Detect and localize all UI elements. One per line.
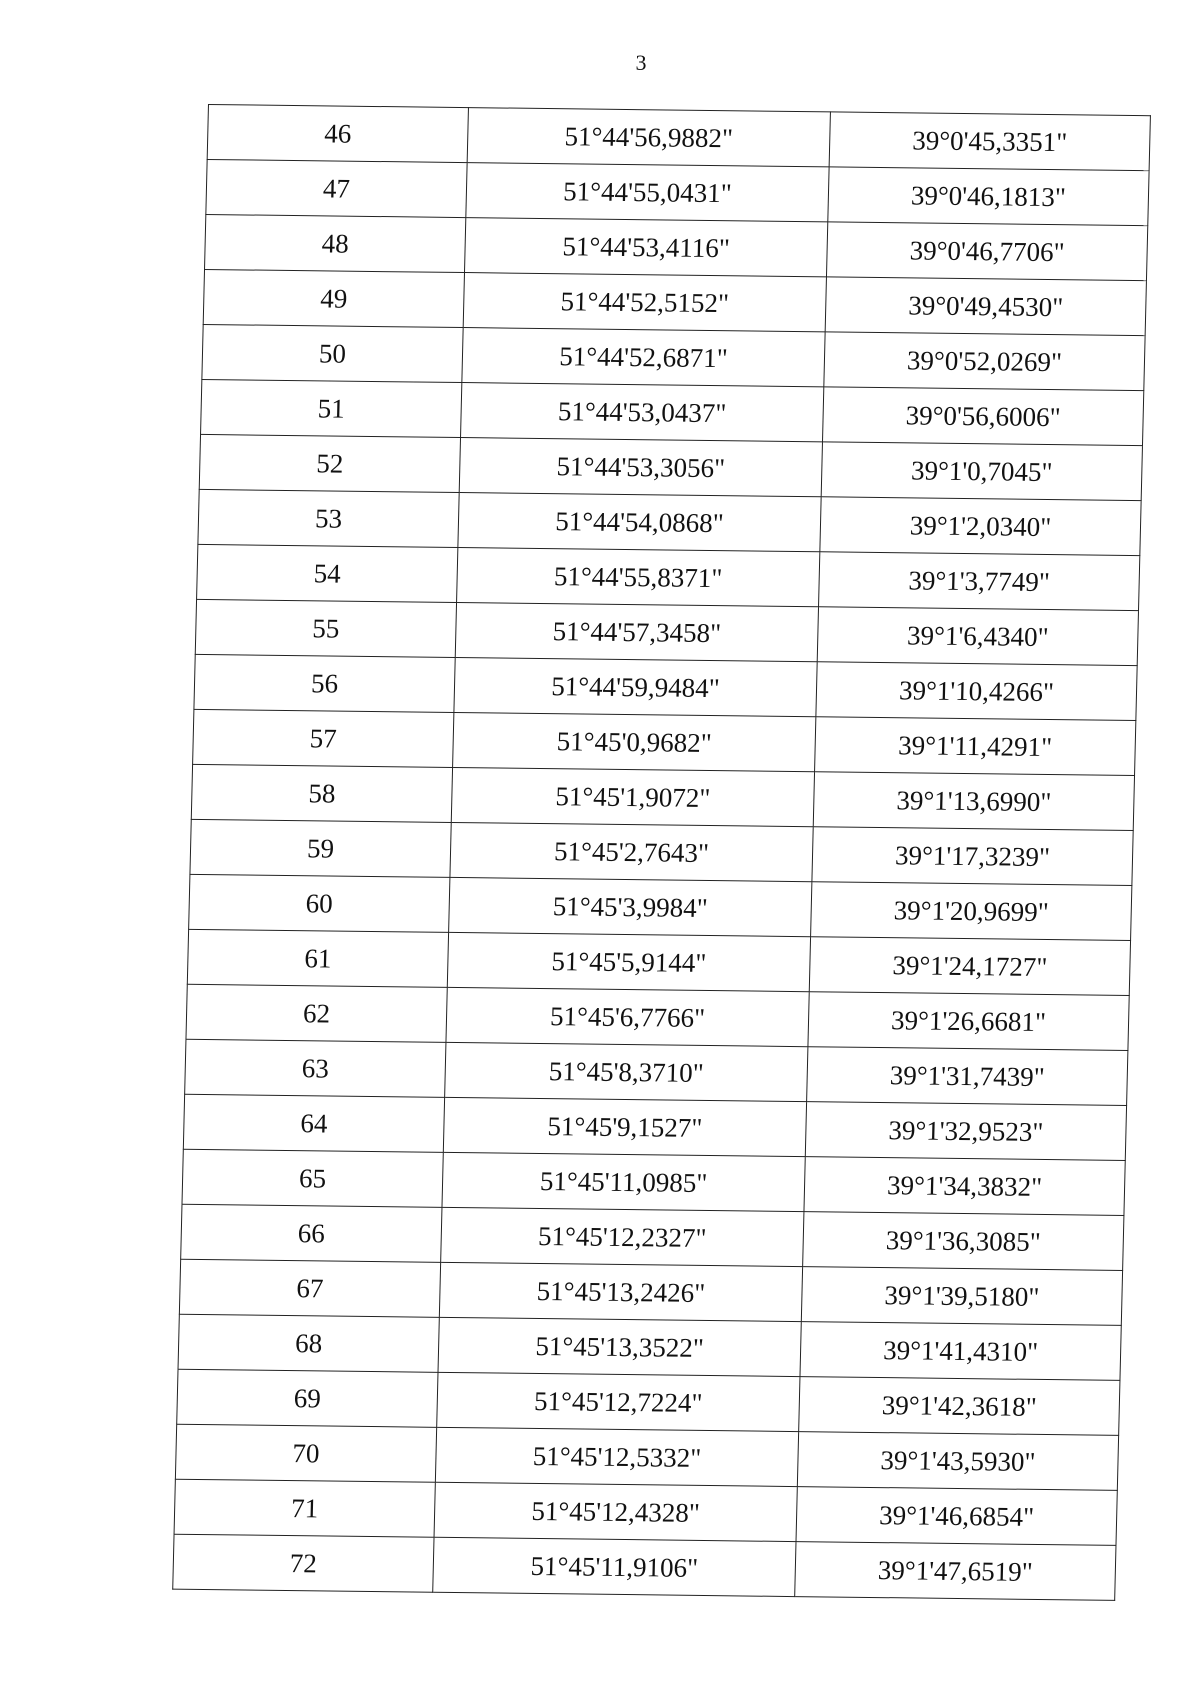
point-number-cell: 48 <box>205 214 466 272</box>
point-number-cell: 47 <box>206 159 467 217</box>
latitude-cell: 51°44'54,0868" <box>458 493 821 552</box>
point-number-cell: 58 <box>191 764 452 822</box>
point-number-cell: 68 <box>178 1314 439 1372</box>
point-number-cell: 67 <box>179 1259 440 1317</box>
latitude-cell: 51°45'3,9984" <box>449 877 812 936</box>
longitude-cell: 39°1'3,7749" <box>819 552 1140 611</box>
longitude-cell: 39°1'6,4340" <box>817 607 1138 666</box>
latitude-cell: 51°45'0,9682" <box>453 712 816 771</box>
longitude-cell: 39°1'20,9699" <box>811 882 1132 941</box>
point-number-cell: 55 <box>195 599 456 657</box>
point-number-cell: 59 <box>190 819 451 877</box>
point-number-cell: 66 <box>181 1204 442 1262</box>
latitude-cell: 51°44'52,5152" <box>463 273 826 332</box>
longitude-cell: 39°1'31,7439" <box>807 1047 1128 1106</box>
latitude-cell: 51°45'11,9106" <box>433 1537 796 1596</box>
longitude-cell: 39°0'45,3351" <box>829 112 1150 171</box>
longitude-cell: 39°1'10,4266" <box>816 662 1137 721</box>
latitude-cell: 51°45'9,1527" <box>443 1097 806 1156</box>
point-number-cell: 61 <box>187 929 448 987</box>
point-number-cell: 70 <box>175 1424 436 1482</box>
longitude-cell: 39°1'17,3239" <box>812 827 1133 886</box>
latitude-cell: 51°44'53,3056" <box>459 438 822 497</box>
point-number-cell: 46 <box>207 105 468 163</box>
latitude-cell: 51°45'12,7224" <box>437 1372 800 1431</box>
latitude-cell: 51°44'53,0437" <box>461 383 824 442</box>
point-number-cell: 54 <box>197 544 458 602</box>
latitude-cell: 51°45'2,7643" <box>450 822 813 881</box>
longitude-cell: 39°0'46,7706" <box>826 222 1147 281</box>
point-number-cell: 60 <box>189 874 450 932</box>
longitude-cell: 39°1'32,9523" <box>805 1102 1126 1161</box>
longitude-cell: 39°1'26,6681" <box>808 992 1129 1051</box>
longitude-cell: 39°1'24,1727" <box>809 937 1130 996</box>
longitude-cell: 39°1'41,4310" <box>800 1322 1121 1381</box>
latitude-cell: 51°45'13,2426" <box>439 1262 802 1321</box>
coordinates-table-wrapper <box>172 104 1150 1601</box>
longitude-cell: 39°1'11,4291" <box>815 717 1136 776</box>
point-number-cell: 51 <box>201 379 462 437</box>
latitude-cell: 51°45'13,3522" <box>438 1317 801 1376</box>
longitude-cell: 39°1'42,3618" <box>799 1377 1120 1436</box>
latitude-cell: 51°45'12,5332" <box>435 1427 798 1486</box>
latitude-cell: 51°45'6,7766" <box>446 987 809 1046</box>
longitude-cell: 39°1'0,7045" <box>821 442 1142 501</box>
latitude-cell: 51°44'55,8371" <box>457 547 820 606</box>
latitude-cell: 51°45'1,9072" <box>451 767 814 826</box>
longitude-cell: 39°1'43,5930" <box>797 1432 1118 1491</box>
latitude-cell: 51°45'12,2327" <box>441 1207 804 1266</box>
longitude-cell: 39°0'56,6006" <box>822 387 1143 446</box>
coordinates-table-body <box>173 105 1151 1601</box>
coordinates-table <box>172 104 1151 1601</box>
page-number: 3 <box>635 50 647 75</box>
longitude-cell: 39°1'13,6990" <box>813 772 1134 831</box>
latitude-cell: 51°44'59,9484" <box>454 657 817 716</box>
point-number-cell: 56 <box>194 654 455 712</box>
longitude-cell: 39°0'49,4530" <box>825 277 1146 336</box>
longitude-cell: 39°0'52,0269" <box>824 332 1145 391</box>
longitude-cell: 39°1'36,3085" <box>803 1212 1124 1271</box>
longitude-cell: 39°1'39,5180" <box>801 1267 1122 1326</box>
point-number-cell: 71 <box>174 1479 435 1537</box>
longitude-cell: 39°1'34,3832" <box>804 1157 1125 1216</box>
point-number-cell: 69 <box>177 1369 438 1427</box>
latitude-cell: 51°44'57,3458" <box>455 602 818 661</box>
point-number-cell: 50 <box>202 324 463 382</box>
longitude-cell: 39°1'47,6519" <box>795 1542 1116 1601</box>
point-number-cell: 49 <box>203 269 464 327</box>
point-number-cell: 62 <box>186 984 447 1042</box>
latitude-cell: 51°44'53,4116" <box>464 218 827 277</box>
longitude-cell: 39°1'46,6854" <box>796 1487 1117 1546</box>
point-number-cell: 52 <box>199 434 460 492</box>
table-row <box>173 1534 1116 1600</box>
latitude-cell: 51°44'56,9882" <box>467 108 830 167</box>
latitude-cell: 51°45'5,9144" <box>447 932 810 991</box>
point-number-cell: 72 <box>173 1534 434 1592</box>
point-number-cell: 64 <box>183 1094 444 1152</box>
point-number-cell: 65 <box>182 1149 443 1207</box>
point-number-cell: 53 <box>198 489 459 547</box>
latitude-cell: 51°45'11,0985" <box>442 1152 805 1211</box>
latitude-cell: 51°45'12,4328" <box>434 1482 797 1541</box>
latitude-cell: 51°44'52,6871" <box>462 328 825 387</box>
latitude-cell: 51°45'8,3710" <box>445 1042 808 1101</box>
latitude-cell: 51°44'55,0431" <box>466 163 829 222</box>
longitude-cell: 39°0'46,1813" <box>828 167 1149 226</box>
point-number-cell: 63 <box>185 1039 446 1097</box>
point-number-cell: 57 <box>193 709 454 767</box>
longitude-cell: 39°1'2,0340" <box>820 497 1141 556</box>
